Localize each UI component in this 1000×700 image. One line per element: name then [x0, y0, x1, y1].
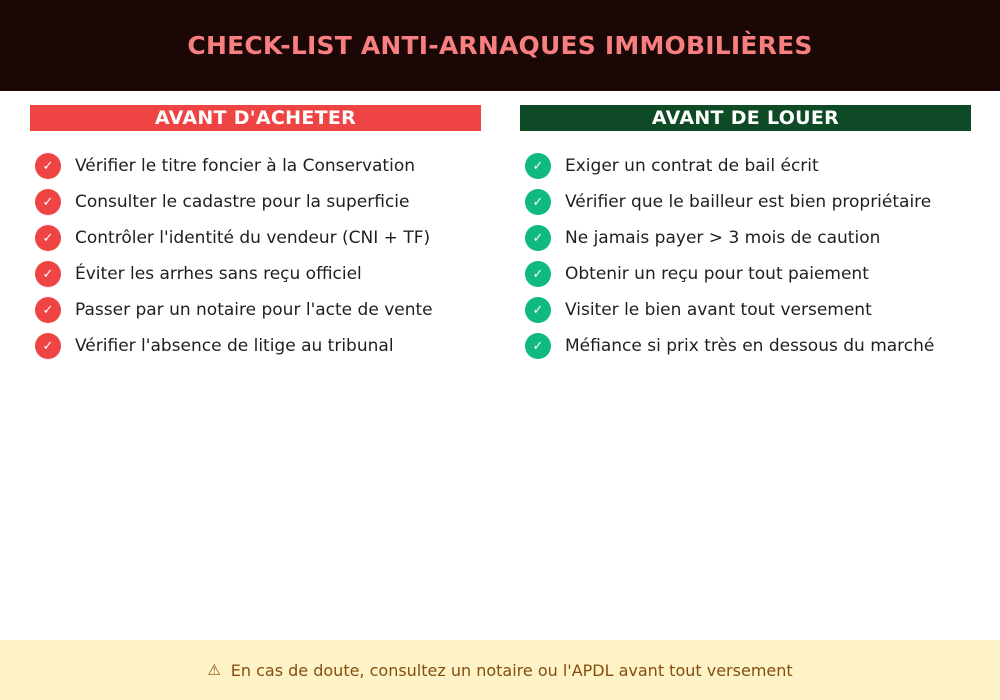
warning-footer	[0, 640, 1000, 700]
checklist-item	[30, 220, 481, 256]
check-icon: ✓	[525, 189, 551, 215]
checklist-item-text: Exiger un contrat de bail écrit	[565, 156, 819, 176]
checklist-item-text: Ne jamais payer > 3 mois de caution	[565, 228, 881, 248]
check-icon: ✓	[35, 333, 61, 359]
checklist-item-text: Vérifier que le bailleur est bien propriétaire	[565, 192, 932, 212]
check-icon: ✓	[525, 261, 551, 287]
buy-section	[30, 105, 481, 364]
page-header	[0, 0, 1000, 91]
checklist-item	[30, 256, 481, 292]
page-title: CHECK-LIST ANTI-ARNAQUES IMMOBILIÈRES	[187, 31, 813, 60]
check-icon: ✓	[525, 333, 551, 359]
check-icon: ✓	[35, 153, 61, 179]
checklist-item	[520, 292, 971, 328]
checklist-item-text: Visiter le bien avant tout versement	[565, 300, 872, 320]
checklist-item	[30, 184, 481, 220]
checklist-item-text: Vérifier l'absence de litige au tribunal	[75, 336, 394, 356]
check-icon: ✓	[35, 297, 61, 323]
checklist-item-text: Éviter les arrhes sans reçu officiel	[75, 264, 362, 284]
checklist-item-text: Contrôler l'identité du vendeur (CNI + TF)	[75, 228, 431, 248]
rent-checklist	[520, 148, 971, 364]
checklist-item	[30, 328, 481, 364]
check-icon: ✓	[525, 153, 551, 179]
checklist-item	[520, 184, 971, 220]
checklist-item-text: Consulter le cadastre pour la superficie	[75, 192, 410, 212]
buy-checklist	[30, 148, 481, 364]
checklist-item	[520, 220, 971, 256]
check-icon: ✓	[35, 261, 61, 287]
rent-section-heading: AVANT DE LOUER	[520, 105, 971, 131]
checklist-item	[520, 328, 971, 364]
check-icon: ✓	[525, 225, 551, 251]
checklist-item-text: Obtenir un reçu pour tout paiement	[565, 264, 869, 284]
warning-text: En cas de doute, consultez un notaire ou l'APDL avant tout versement	[230, 660, 793, 680]
buy-section-heading: AVANT D'ACHETER	[30, 105, 481, 131]
check-icon: ✓	[525, 297, 551, 323]
checklist-item	[520, 148, 971, 184]
checklist-item	[30, 148, 481, 184]
checklist-item	[520, 256, 971, 292]
check-icon: ✓	[35, 189, 61, 215]
checklist-item	[30, 292, 481, 328]
warning-icon: ⚠	[207, 661, 221, 679]
check-icon: ✓	[35, 225, 61, 251]
checklist-item-text: Passer par un notaire pour l'acte de vente	[75, 300, 433, 320]
checklist-item-text: Vérifier le titre foncier à la Conservation	[75, 156, 415, 176]
rent-section	[520, 105, 971, 364]
checklist-item-text: Méfiance si prix très en dessous du marché	[565, 336, 935, 356]
